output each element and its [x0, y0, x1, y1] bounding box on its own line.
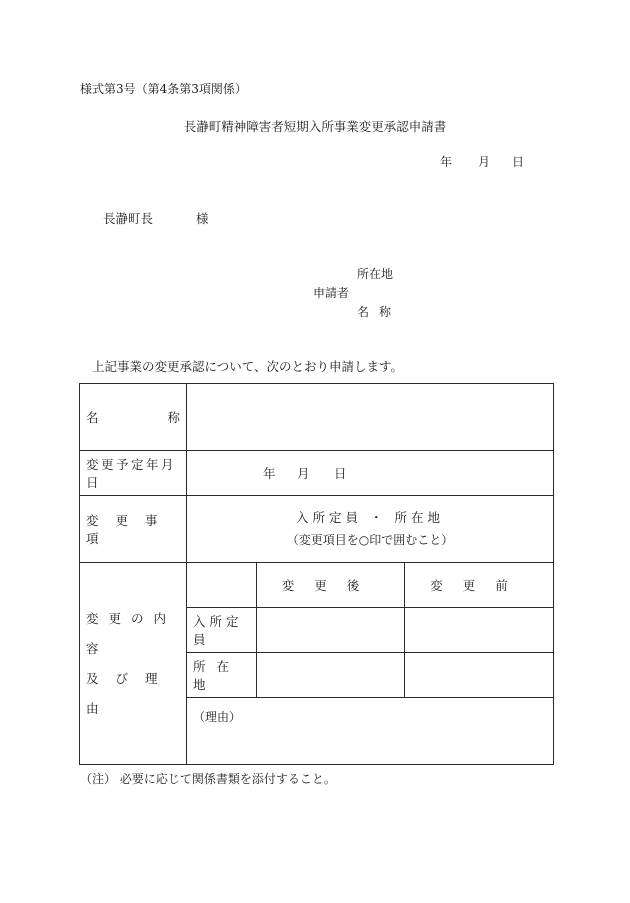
content-label-line2: 及び理由 — [86, 670, 175, 716]
name-label-left: 名 — [86, 410, 99, 425]
content-header-blank — [187, 563, 257, 608]
applicant-label: 申請者 — [313, 286, 350, 300]
change-date-cell[interactable] — [187, 451, 554, 496]
applicant-address-label: 所在地 — [357, 267, 394, 281]
change-items-note: （変更項目を○印で囲むこと） — [286, 533, 454, 547]
date-month-label: 月 — [478, 155, 491, 169]
addressee-suffix: 様 — [196, 211, 209, 226]
document-title: 長瀞町精神障害者短期入所事業変更承認申請書 — [183, 119, 447, 134]
location-label: 所在地 — [187, 653, 257, 698]
row-change-date — [80, 451, 554, 496]
form-number: 様式第3号（第4条第3項関係） — [80, 82, 247, 96]
capacity-after-cell[interactable] — [257, 608, 405, 653]
application-table — [79, 383, 554, 765]
content-label-line1: 変更の内容 — [86, 610, 177, 656]
reason-cell[interactable] — [187, 698, 554, 765]
footnote: （注） 必要に応じて関係書類を添付すること。 — [80, 772, 336, 786]
change-date-day: 日 — [334, 466, 347, 481]
change-items-options: 入所定員 ・ 所在地 — [296, 510, 444, 525]
addressee-name: 長瀞町長 — [103, 211, 154, 226]
row-content-header — [80, 563, 554, 608]
change-date-month: 月 — [297, 466, 310, 481]
date-year-label: 年 — [440, 155, 453, 169]
name-input-cell[interactable] — [187, 384, 554, 451]
change-items-cell[interactable] — [187, 496, 554, 563]
applicant-name-label: 名称 — [357, 305, 402, 319]
capacity-before-cell[interactable] — [405, 608, 554, 653]
date-day-label: 日 — [512, 155, 525, 169]
change-date-label: 変更予定年月日 — [80, 451, 187, 496]
name-label-right: 称 — [167, 410, 180, 425]
after-header: 変更後 — [257, 563, 405, 608]
name-label-cell — [80, 384, 187, 451]
location-before-cell[interactable] — [405, 653, 554, 698]
intro-text: 上記事業の変更承認について、次のとおり申請します。 — [92, 359, 404, 374]
content-label-cell — [80, 563, 187, 765]
reason-label: （理由） — [193, 710, 242, 724]
row-change-items — [80, 496, 554, 563]
location-after-cell[interactable] — [257, 653, 405, 698]
row-name — [80, 384, 554, 451]
change-items-label: 変更事項 — [80, 496, 187, 563]
capacity-label: 入所定員 — [187, 608, 257, 653]
before-header: 変更前 — [405, 563, 554, 608]
change-date-year: 年 — [263, 466, 276, 481]
